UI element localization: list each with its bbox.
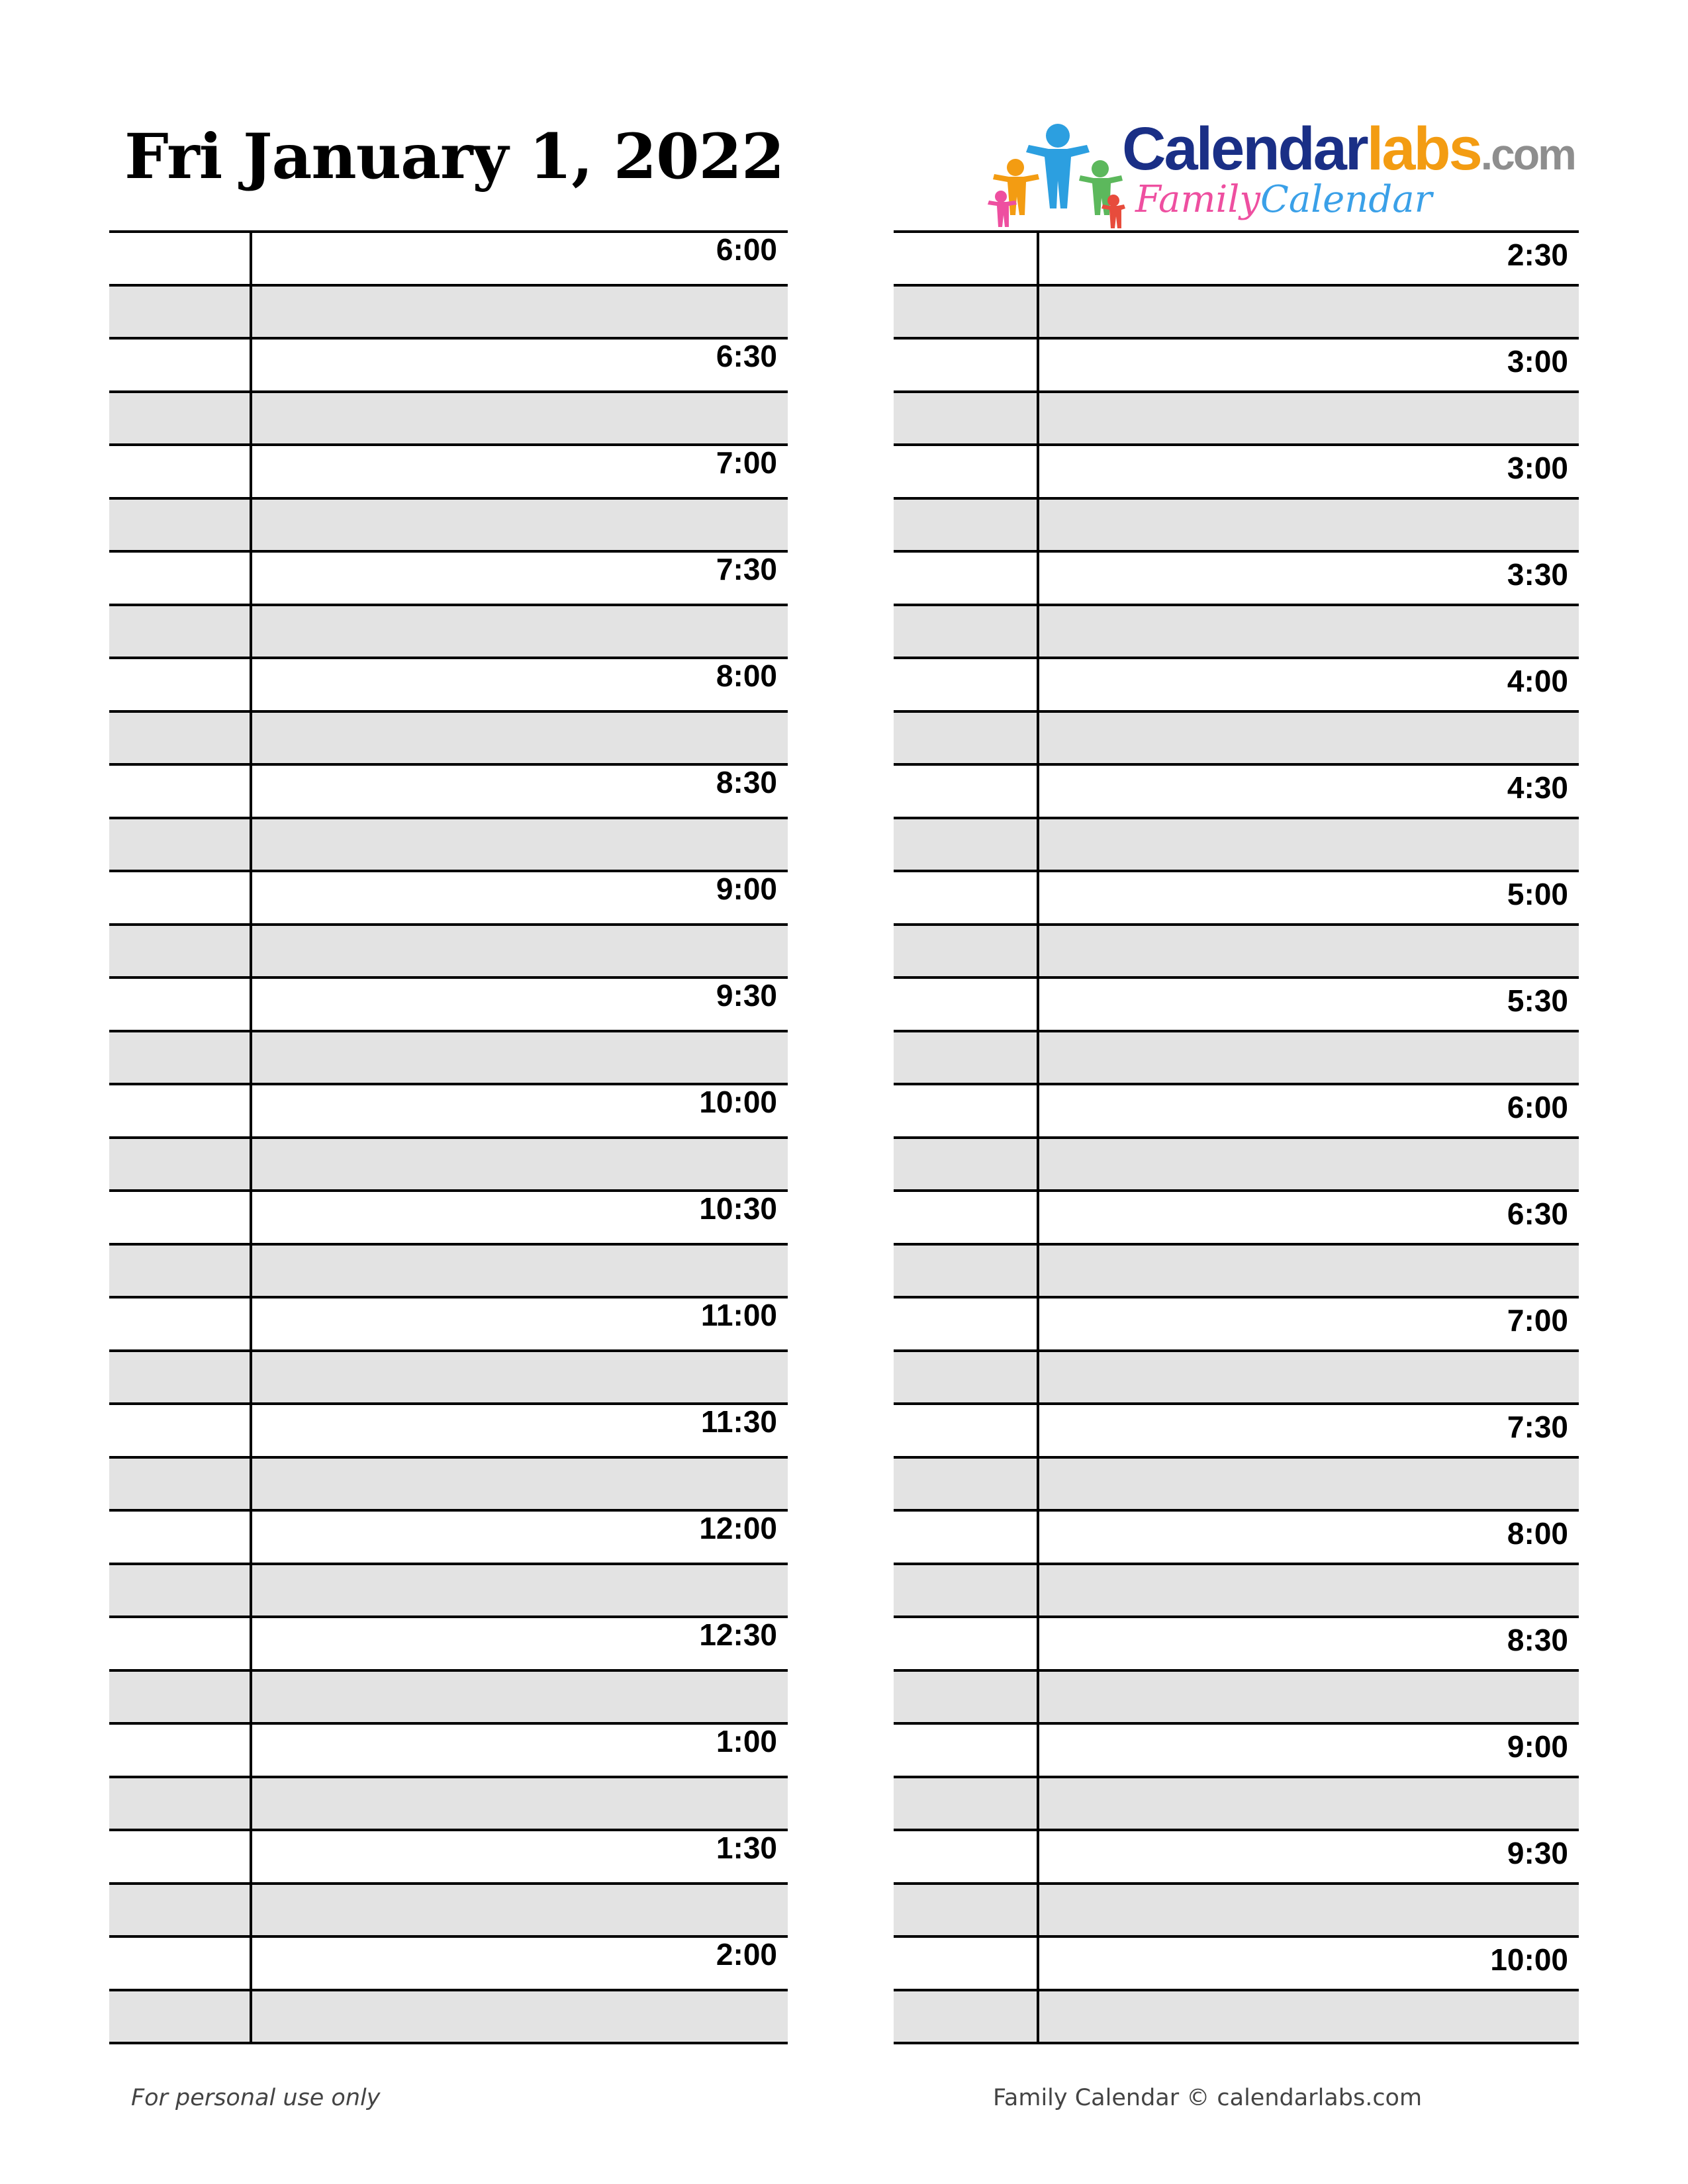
event-entry-field[interactable] [1039, 287, 1579, 338]
logo-brand-accent: labs [1366, 115, 1481, 183]
half-slot-row [894, 1349, 1579, 1403]
half-slot-row [894, 1989, 1579, 2042]
time-label: 9:30 [1507, 1836, 1568, 1870]
event-entry-field[interactable] [1039, 1672, 1579, 1723]
half-slot-row [894, 284, 1579, 338]
time-slot-row [894, 763, 1579, 817]
logo-subtitle-a: Family [1135, 178, 1260, 221]
event-entry-field[interactable] [1039, 1032, 1579, 1083]
event-entry-field[interactable] [1039, 979, 1579, 1030]
time-label: 5:00 [1507, 877, 1568, 911]
time-slot-row [109, 1509, 788, 1563]
event-entry-field[interactable] [252, 766, 788, 817]
time-label: 7:00 [716, 445, 777, 480]
event-entry-field[interactable] [252, 1192, 788, 1243]
event-entry-field[interactable] [252, 1459, 788, 1510]
time-label: 6:30 [1507, 1197, 1568, 1231]
half-slot-row [109, 1882, 788, 1936]
event-entry-field[interactable] [1039, 819, 1579, 870]
time-label: 4:00 [1507, 664, 1568, 698]
time-slot-row [109, 1615, 788, 1669]
event-entry-field[interactable] [252, 979, 788, 1030]
event-entry-field[interactable] [1039, 713, 1579, 764]
time-label: 2:00 [716, 1937, 777, 1972]
event-entry-field[interactable] [252, 1885, 788, 1936]
time-slot-row [109, 1083, 788, 1136]
event-entry-field[interactable] [252, 1512, 788, 1563]
time-label: 11:00 [700, 1298, 777, 1332]
time-label: 12:00 [699, 1511, 777, 1545]
time-label: 6:30 [716, 339, 777, 373]
event-entry-field[interactable] [1039, 1778, 1579, 1829]
time-slot-row [894, 1296, 1579, 1349]
time-label: 2:30 [1507, 238, 1568, 272]
time-label: 6:00 [716, 232, 777, 267]
event-entry-field[interactable] [1039, 1139, 1579, 1190]
time-slot-row [894, 1402, 1579, 1456]
calendarlabs-logo[interactable] [986, 115, 1575, 232]
time-slot-row [894, 657, 1579, 710]
time-slot-row [894, 1509, 1579, 1563]
event-entry-field[interactable] [1039, 606, 1579, 657]
event-entry-field[interactable] [252, 606, 788, 657]
event-entry-field[interactable] [1039, 1831, 1579, 1882]
time-slot-row [894, 1083, 1579, 1136]
half-slot-row [894, 710, 1579, 764]
event-entry-field[interactable] [1039, 1565, 1579, 1616]
event-entry-field[interactable] [252, 1139, 788, 1190]
event-entry-field[interactable] [1039, 1085, 1579, 1136]
time-label: 3:00 [1507, 451, 1568, 485]
half-slot-row [894, 390, 1579, 444]
time-slot-row [894, 443, 1579, 497]
event-entry-field[interactable] [1039, 1618, 1579, 1669]
time-slot-row [109, 1829, 788, 1882]
time-slot-row [109, 1402, 788, 1456]
logo-brand-tld: .com [1480, 130, 1575, 179]
event-entry-field[interactable] [1039, 500, 1579, 551]
time-label: 8:30 [716, 765, 777, 799]
event-entry-field[interactable] [252, 1032, 788, 1083]
event-entry-field[interactable] [1039, 553, 1579, 604]
event-entry-field[interactable] [1039, 446, 1579, 497]
footer-credit[interactable]: Family Calendar © calendarlabs.com [993, 2085, 1423, 2111]
event-entry-field[interactable] [252, 1618, 788, 1669]
time-slot-row [894, 1189, 1579, 1243]
half-slot-row [894, 923, 1579, 977]
half-slot-row [109, 604, 788, 657]
time-label: 7:30 [716, 552, 777, 586]
half-slot-row [109, 1669, 788, 1723]
half-slot-row [109, 497, 788, 551]
time-label: 10:00 [1490, 1942, 1568, 1977]
event-entry-field[interactable] [252, 1778, 788, 1829]
event-entry-field[interactable] [252, 1938, 788, 1989]
time-label: 3:30 [1507, 557, 1568, 592]
time-label: 12:30 [699, 1617, 777, 1652]
event-entry-field[interactable] [252, 713, 788, 764]
time-label: 8:30 [1507, 1623, 1568, 1657]
event-entry-field[interactable] [252, 1405, 788, 1456]
event-entry-field[interactable] [252, 926, 788, 977]
time-label: 8:00 [1507, 1516, 1568, 1551]
event-entry-field[interactable] [1039, 233, 1579, 284]
time-label: 10:30 [699, 1191, 777, 1226]
event-entry-field[interactable] [1039, 1192, 1579, 1243]
column-divider [250, 230, 252, 2042]
time-slot-row [109, 1189, 788, 1243]
half-slot-row [894, 1030, 1579, 1083]
time-label: 9:00 [716, 872, 777, 906]
half-slot-row [894, 604, 1579, 657]
logo-subtitle [1135, 177, 1432, 223]
event-entry-field[interactable] [252, 287, 788, 338]
time-label: 10:00 [699, 1085, 777, 1119]
event-entry-field[interactable] [252, 1565, 788, 1616]
half-slot-row [109, 1243, 788, 1297]
half-slot-row [894, 1456, 1579, 1510]
time-label: 1:00 [716, 1724, 777, 1758]
event-entry-field[interactable] [252, 1085, 788, 1136]
half-slot-row [894, 1563, 1579, 1616]
event-entry-field[interactable] [252, 500, 788, 551]
event-entry-field[interactable] [252, 393, 788, 444]
time-label: 3:00 [1507, 344, 1568, 379]
half-slot-row [109, 1136, 788, 1190]
column-divider [1037, 230, 1039, 2042]
time-slot-row [109, 550, 788, 604]
event-entry-field[interactable] [1039, 1298, 1579, 1349]
time-label: 9:00 [1507, 1729, 1568, 1764]
event-entry-field[interactable] [1039, 1725, 1579, 1776]
event-entry-field[interactable] [1039, 926, 1579, 977]
event-entry-field[interactable] [1039, 393, 1579, 444]
time-slot-row [894, 870, 1579, 923]
event-entry-field[interactable] [1039, 659, 1579, 710]
half-slot-row [109, 1989, 788, 2042]
event-entry-field[interactable] [252, 1725, 788, 1776]
time-slot-row [109, 657, 788, 710]
time-slot-row [894, 1615, 1579, 1669]
half-slot-row [894, 497, 1579, 551]
half-slot-row [109, 817, 788, 870]
time-slot-row [894, 337, 1579, 390]
time-slot-row [109, 1935, 788, 1989]
event-entry-field[interactable] [252, 1352, 788, 1403]
time-slot-row [109, 337, 788, 390]
time-slot-row [109, 230, 788, 284]
event-entry-field[interactable] [1039, 340, 1579, 390]
page-title: Fri January 1, 2022 [124, 120, 784, 193]
event-entry-field[interactable] [252, 659, 788, 710]
event-entry-field[interactable] [252, 340, 788, 390]
half-slot-row [109, 284, 788, 338]
time-label: 11:30 [700, 1404, 777, 1439]
time-slot-row [894, 230, 1579, 284]
event-entry-field[interactable] [1039, 872, 1579, 923]
time-label: 7:00 [1507, 1303, 1568, 1338]
time-label: 7:30 [1507, 1410, 1568, 1444]
event-entry-field[interactable] [1039, 766, 1579, 817]
event-entry-field[interactable] [252, 819, 788, 870]
time-slot-row [109, 1296, 788, 1349]
half-slot-row [109, 1563, 788, 1616]
half-slot-row [894, 817, 1579, 870]
event-entry-field[interactable] [252, 1246, 788, 1297]
time-slot-row [894, 550, 1579, 604]
time-slot-row [109, 870, 788, 923]
time-label: 5:30 [1507, 983, 1568, 1018]
event-entry-field[interactable] [252, 1298, 788, 1349]
time-slot-row [109, 1722, 788, 1776]
half-slot-row [109, 710, 788, 764]
half-slot-row [109, 923, 788, 977]
logo-subtitle-b: Calendar [1260, 178, 1432, 221]
event-entry-field[interactable] [1039, 1885, 1579, 1936]
time-label: 9:30 [716, 978, 777, 1013]
event-entry-field[interactable] [252, 1831, 788, 1882]
event-entry-field[interactable] [252, 1991, 788, 2042]
half-slot-row [109, 390, 788, 444]
time-label: 8:00 [716, 659, 777, 693]
event-entry-field[interactable] [1039, 1512, 1579, 1563]
event-entry-field[interactable] [1039, 1352, 1579, 1403]
event-entry-field[interactable] [1039, 1246, 1579, 1297]
schedule-column-right [894, 230, 1579, 2044]
family-icon [986, 116, 1125, 232]
half-slot-row [109, 1776, 788, 1829]
time-label: 4:30 [1507, 770, 1568, 805]
time-slot-row [894, 976, 1579, 1030]
half-slot-row [109, 1030, 788, 1083]
event-entry-field[interactable] [252, 233, 788, 284]
time-slot-row [109, 763, 788, 817]
schedule-column-left [109, 230, 788, 2044]
event-entry-field[interactable] [252, 872, 788, 923]
time-label: 1:30 [716, 1831, 777, 1865]
half-slot-row [894, 1136, 1579, 1190]
time-label: 6:00 [1507, 1090, 1568, 1124]
event-entry-field[interactable] [252, 1672, 788, 1723]
half-slot-row [894, 1776, 1579, 1829]
event-entry-field[interactable] [1039, 1405, 1579, 1456]
half-slot-row [894, 1882, 1579, 1936]
event-entry-field[interactable] [252, 553, 788, 604]
footer-disclaimer: For personal use only [131, 2085, 381, 2111]
event-entry-field[interactable] [252, 446, 788, 497]
time-slot-row [894, 1722, 1579, 1776]
time-slot-row [894, 1935, 1579, 1989]
half-slot-row [894, 1669, 1579, 1723]
time-slot-row [109, 443, 788, 497]
time-slot-row [894, 1829, 1579, 1882]
half-slot-row [109, 1456, 788, 1510]
event-entry-field[interactable] [1039, 1991, 1579, 2042]
event-entry-field[interactable] [1039, 1459, 1579, 1510]
time-slot-row [109, 976, 788, 1030]
event-entry-field[interactable] [1039, 1938, 1579, 1989]
half-slot-row [894, 1243, 1579, 1297]
logo-brand-main: Calendar [1122, 115, 1367, 183]
half-slot-row [109, 1349, 788, 1403]
